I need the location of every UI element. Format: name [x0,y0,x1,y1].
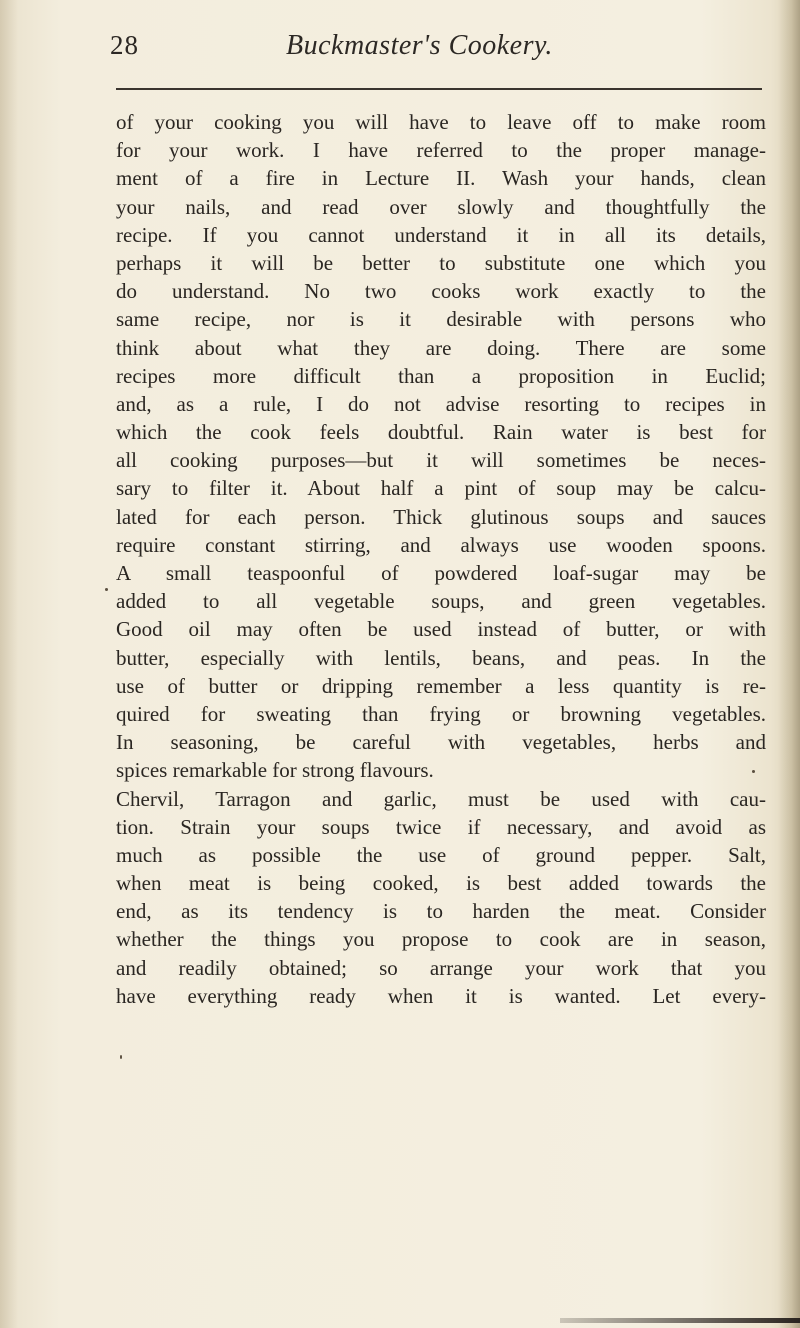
text-line: recipes more difficult than a proposition in Euclid; [116,363,766,388]
text-line: perhaps it will be better to substitute one which you [116,250,766,275]
text-line: tion. Strain your soups twice if necessary, and avoid as [116,814,766,839]
text-line: whether the things you propose to cook are in season, [116,927,766,952]
body-text [116,108,766,1010]
header-rule [116,88,762,90]
text-line: for your work. I have referred to the proper manage- [116,138,766,163]
running-head [110,30,760,70]
text-line: ment of a fire in Lecture II. Wash your hands, clean [116,166,766,191]
text-line: end, as its tendency is to harden the meat. Consider [116,899,766,924]
text-line: Chervil, Tarragon and garlic, must be used with cau- [116,786,766,811]
text-line: and, as a rule, I do not advise resorting to recipes in [116,391,766,416]
text-line: In seasoning, be careful with vegetables, herbs and [116,730,766,755]
text-line: your nails, and read over slowly and thoughtfully the [116,194,766,219]
text-line: sary to filter it. About half a pint of soup may be calcu- [116,476,766,501]
text-line: and readily obtained; so arrange your work that you [116,955,766,980]
text-line: Good oil may often be used instead of butter, or with [116,617,766,642]
text-line: have everything ready when it is wanted. Let every- [116,983,766,1008]
text-line: of your cooking you will have to leave off to make room [116,110,766,134]
text-line: use of butter or dripping remember a less quantity is re- [116,673,766,698]
print-speck [120,1055,122,1059]
print-speck [752,770,755,773]
text-line: quired for sweating than frying or browning vegetables. [116,701,766,726]
text-line: spices remarkable for strong flavours. [116,758,434,783]
text-line: which the cook feels doubtful. Rain water is best for [116,420,766,445]
text-line: think about what they are doing. There are some [116,335,766,360]
text-line: all cooking purposes—but it will sometimes be neces- [116,448,766,473]
book-title: Buckmaster's Cookery. [286,30,553,61]
page-bottom-edge [560,1318,800,1323]
page-number: 28 [110,30,139,60]
gutter-shadow [0,0,18,1328]
text-line: added to all vegetable soups, and green vegetables. [116,589,766,614]
text-line: much as possible the use of ground pepper. Salt, [116,842,766,867]
text-line: butter, especially with lentils, beans, and peas. In the [116,645,766,670]
text-line: require constant stirring, and always use wooden spoons. [116,532,766,557]
page-edge-shadow [778,0,800,1328]
text-line: recipe. If you cannot understand it in all its details, [116,222,766,247]
text-line: when meat is being cooked, is best added towards the [116,871,766,896]
text-line: same recipe, nor is it desirable with persons who [116,307,766,332]
print-speck [105,588,108,591]
text-line: lated for each person. Thick glutinous soups and sauces [116,504,766,529]
text-line: do understand. No two cooks work exactly to the [116,279,766,304]
text-line: A small teaspoonful of powdered loaf-sugar may be [116,561,766,585]
